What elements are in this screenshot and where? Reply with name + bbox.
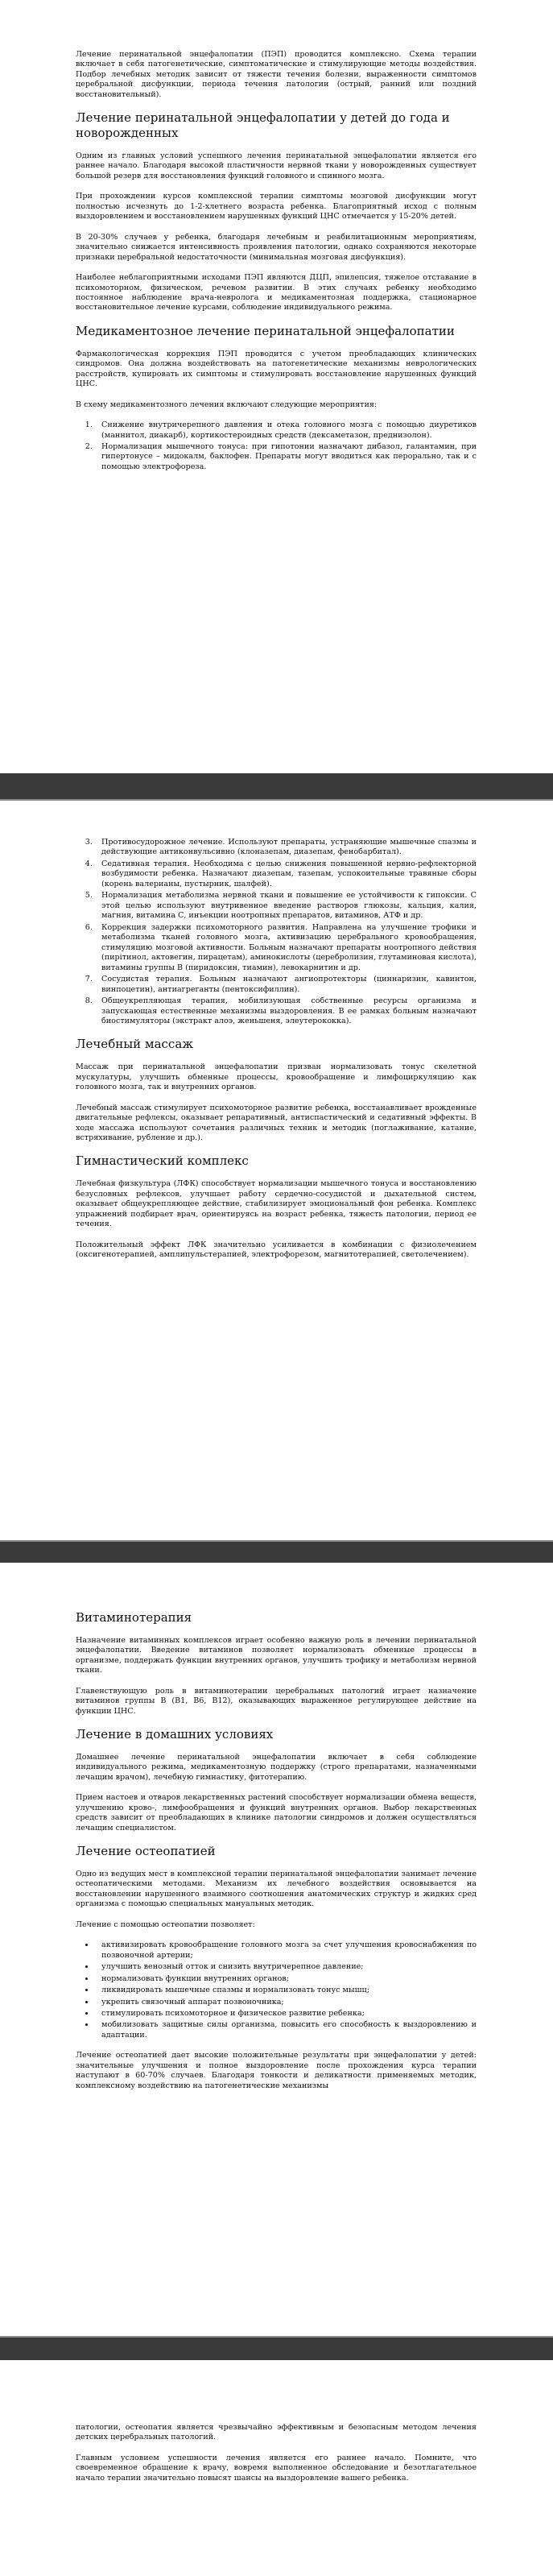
osteopathy-list bbox=[76, 1940, 477, 2040]
page-separator bbox=[0, 1540, 553, 1563]
page-2 bbox=[76, 838, 477, 1271]
list-item: 4. Седативная терапия. Необходима с целью снижения повышенной нервно-рефлекторной возбудимости ребенка. Назначают диазепам, тазепам, успокоительные травяные сборы (корень валерианы, пустырник, шалфей). bbox=[95, 859, 477, 889]
heading-gymnastics: Гимнастический комплекс bbox=[76, 1153, 249, 1169]
paragraph: Фармакологическая коррекция ПЭП проводится с учетом преобладающих клинических синдромов. Она должна воздействовать на патогенетические механизмы неврологических расстройств, купировать их симптомы и стимулировать восстановление нарушенных функций ЦНС. bbox=[76, 349, 477, 389]
paragraph: При прохождении курсов комплексной терапии симптомы мозговой дисфункции могут полностью исчезнуть до 1-2-хлетнего возраста ребенка. Благоприятный исход с полным выздоровлением и восстановлением нарушенных функций ЦНС отмечается у 15-20% детей. bbox=[76, 192, 477, 222]
heading-osteopathy: Лечение остеопатией bbox=[76, 1844, 216, 1859]
heading-massage: Лечебный массаж bbox=[76, 1037, 194, 1052]
paragraph: В схему медикаментозного лечения включают следующие мероприятия: bbox=[76, 400, 378, 409]
heading-vitamins: Витаминотерапия bbox=[76, 1610, 192, 1625]
page-3 bbox=[76, 1603, 477, 2102]
list-item: • стимулировать психомоторное и физическое развитие ребенка; bbox=[95, 2009, 477, 2019]
medication-list bbox=[76, 420, 477, 472]
heading-home-treatment: Лечение в домашних условиях bbox=[76, 1727, 274, 1742]
paragraph: Массаж при перинатальной энцефалопатии призван нормализовать тонус скелетной мускулатуры, улучшить обменные процессы, кровообращение и лимфоциркуляцию как головного мозга, так и внутренних органов. bbox=[76, 1062, 477, 1092]
medication-list-continued bbox=[76, 838, 477, 1026]
paragraph: Положительный эффект ЛФК значительно усиливается в комбинации с физиолечением (оксигенотерапией, амплипульстерапией, электрофорезом, магнитотерапией, светолечением). bbox=[76, 1240, 477, 1260]
list-item: 1. Снижение внутричерепного давления и отека головного мозга с помощью диуретиков (маннитол, диакарб), кортикостероидных средств (дексаметазон, преднизолон). bbox=[95, 420, 477, 441]
heading-medication: Медикаментозное лечение перинатальной энцефалопатии bbox=[76, 323, 455, 338]
list-item: • активизировать кровообращение головного мозга за счет улучшения кровоснабжения по позвоночной артерии; bbox=[95, 1940, 477, 1961]
list-item: • улучшить венозный отток и снизить внутричерепное давление; bbox=[95, 1962, 477, 1972]
paragraph: Лечение с помощью остеопатии позволяет: bbox=[76, 1920, 255, 1929]
paragraph: Главенствующую роль в витаминотерапии церебральных патологий играет назначение витаминов группы В (В1, В6, В12), оказывающих выраженное регулирующее действие на функции ЦНС. bbox=[76, 1686, 477, 1716]
list-item: • укрепить связочный аппарат позвоночника; bbox=[95, 1998, 477, 2007]
page-4 bbox=[76, 2423, 477, 2494]
paragraph: Назначение витаминных комплексов играет особенно важную роль в лечении перинатальной энцефалопатии. Введение витаминов позволяет нормализовать обменные процессы в организме, поддержать функции внутренних органов, улучшить трофику и метаболизм нервной ткани. bbox=[76, 1635, 477, 1675]
list-item: • нормализовать функции внутренних органов; bbox=[95, 1974, 477, 1984]
paragraph-intro: Лечение перинатальной энцефалопатии (ПЭП) проводится комплексно. Схема терапии включает в себя патогенетические, симптоматические и стимулирующие методы воздействия. Подбор лечебных методик зависит от тяжести течения болезни, выраженности симптомов церебральной дисфункции, периода течения патологии (острый, ранний или поздний восстановительный). bbox=[76, 50, 477, 99]
paragraph: Прием настоев и отваров лекарственных растений способствует нормализации обмена веществ, улучшению крово-, лимфообращения и функций внутренних органов. Выбор лекарственных средств зависит от преобладающих в клинике патологии синдромов и должен осуществляться лечащим специалистом. bbox=[76, 1793, 477, 1833]
list-item: 2. Нормализация мышечного тонуса: при гипотонии назначают дибазол, галантамин, при гипертонусе – мидокалм, баклофен. Препараты могут вводиться как перорально, так и с помощью электрофореза. bbox=[95, 442, 477, 472]
paragraph-final: Главным условием успешности лечения является его раннее начало. Помните, что своевременное обращение к врачу, вовремя выполненное обследование и безотлагательное начало терапии значительно повысят шансы на выздоровление вашего ребенка. bbox=[76, 2453, 477, 2483]
paragraph: Лечение остеопатией дает высокие положительные результаты при энцефалопатии у детей: значительные улучшения и полное выздоровление после прохождения курса терапии наступают в 60-70% случаев. Благодаря тонкости и деликатности применяемых методик, комплексному воздействию на патогенетические механизмы bbox=[76, 2051, 477, 2090]
list-item: 7. Сосудистая терапия. Больным назначают ангиопротекторы (циннаризин, кавинтон, винпоцетин), антиагреганты (пентоксифиллин). bbox=[95, 975, 477, 995]
paragraph: В 20-30% случаев у ребенка, благодаря лечебным и реабилитационным мероприятиям, значительно снижается интенсивность проявления патологии, однако сохраняются некоторые признаки церебральной недостаточности (минимальная мозговая дисфункция). bbox=[76, 232, 477, 262]
list-item: 6. Коррекция задержки психомоторного развития. Направлена на улучшение трофики и метаболизма тканей головного мозга, активизацию церебрального кровообращения, стимуляцию мозговой активности. Больным назначают препараты ноотропного действия (пирітинол, актовегин, пирацетам), аминокислоты (церебролизин, глутаминовая кислота), витамины группы В (пиридоксин, тиамин), левокарнитин и др. bbox=[95, 923, 477, 973]
paragraph: Домашнее лечение перинатальной энцефалопатии включает в себя соблюдение индивидуального режима, медикаментозную поддержку (строго препаратами, назначенными лечащим врачом), лечебную гимнастику, фитотерапию. bbox=[76, 1752, 477, 1782]
paragraph: Одним из главных условий успешного лечения перинатальной энцефалопатии является его раннее начало. Благодаря высокой пластичности нервной ткани у новорожденных существует большой резерв для восстановления функций головного и спинного мозга. bbox=[76, 151, 477, 180]
paragraph: Лечебная физкультура (ЛФК) способствует нормализации мышечного тонуса и восстановлению безусловных рефлексов, улучшает работу сердечно-сосудистой и дыхательной систем, оказывает общеукрепляющее действие, стабилизирует эмоциональный фон ребенка. Комплекс упражнений подбирает врач, ориентируясь на возраст ребенка, тяжесть патологии, период ее течения. bbox=[76, 1179, 477, 1229]
list-item: 8. Общеукрепляющая терапия, мобилизующая собственные ресурсы организма и запускающая естественные механизмы выздоровления. В ее рамках больным назначают биостимуляторы (экстракт алоэ, женьшеня, элеутерококка). bbox=[95, 996, 477, 1026]
list-item: • ликвидировать мышечные спазмы и нормализовать тонус мышц; bbox=[95, 1986, 477, 1995]
paragraph: Одно из ведущих мест в комплексной терапии перинатальной энцефалопатии занимает лечение остеопатическими методами. Механизм их лечебного воздействия основывается на восстановлении нарушенного взаимного соотношения анатомических структур и жидких сред организма с помощью специальных мануальных методик. bbox=[76, 1869, 477, 1909]
paragraph: патологии, остеопатия является чрезвычайно эффективным и безопасным методом лечения детских церебральных патологий. bbox=[76, 2423, 477, 2442]
page-separator bbox=[0, 2336, 553, 2360]
page-separator bbox=[0, 773, 553, 801]
list-item: 3. Противосудорожное лечение. Используют препараты, устраняющие мышечные спазмы и действующие антиконвульсивно (клоназепам, диазепам, фенобарбитал). bbox=[95, 838, 477, 858]
paragraph: Наиболее неблагоприятными исходами ПЭП являются ДЦП, эпилепсия, тяжелое отставание в психомоторном, физическом, речевом развитии. В этих случаях ребенку необходимо постоянное наблюдение врача-невролога и медикаментозная поддержка, стационарное восстановительное лечение курсами, соблюдение индивидуального режима. bbox=[76, 273, 477, 313]
page-1 bbox=[76, 50, 477, 482]
heading-infants: Лечение перинатальной энцефалопатии у детей до года и новорожденных bbox=[76, 110, 450, 141]
paragraph: Лечебный массаж стимулирует психомоторное развитие ребенка, восстанавливает врожденные двигательные рефлексы, оказывает репаративный, антиспастический и седативный эффекты. В ходе массажа используют сочетания различных техник и методик (поглаживание, катание, встряхивание, рубление и др.). bbox=[76, 1103, 477, 1142]
list-item: 5. Нормализация метаболизма нервной ткани и повышение ее устойчивости к гипоксии. С этой целью используют внутривенное введение растворов глюкозы, кальция, калия, магния, витамина С, инъекции ноотропных препаратов, витаминов, АТФ и др. bbox=[95, 891, 477, 921]
list-item: • мобилизовать защитные силы организма, повысить его способность к выздоровлению и адаптации. bbox=[95, 2020, 477, 2040]
